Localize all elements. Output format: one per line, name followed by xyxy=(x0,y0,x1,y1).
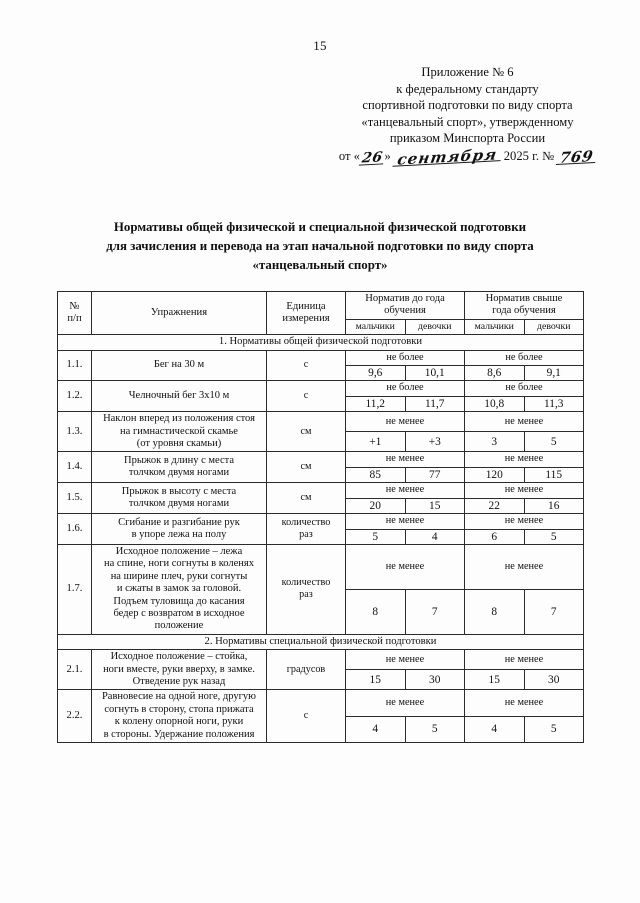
value-girls-upto: 30 xyxy=(405,670,465,690)
exercise-line: бедер с возвратом в исходное xyxy=(113,607,245,619)
table-row xyxy=(58,483,584,498)
column-header-girls-upto: девочки xyxy=(405,319,465,334)
exercise-line: Равновесие на одной ноге, другую xyxy=(101,691,257,703)
value-girls-over: 5 xyxy=(524,716,584,742)
value-boys-upto: 9,6 xyxy=(346,366,406,381)
table-header-row-top xyxy=(58,292,584,320)
table-header xyxy=(58,292,584,335)
row-number: 1.4. xyxy=(58,452,92,483)
value-boys-upto: 20 xyxy=(346,498,406,513)
row-condition-upto: не менее xyxy=(346,452,465,467)
value-boys-over: 4 xyxy=(465,716,525,742)
table-row xyxy=(58,350,584,365)
value-girls-over: 11,3 xyxy=(524,396,584,411)
group-over-line1: Норматив свыше xyxy=(485,293,563,304)
unit-line: количество xyxy=(281,516,331,528)
value-boys-upto: 11,2 xyxy=(346,396,406,411)
handwritten-doc-number: 769 xyxy=(556,150,597,165)
column-header-number-line1: № xyxy=(69,300,80,312)
row-exercise xyxy=(92,452,267,483)
row-exercise xyxy=(92,690,267,743)
unit-line: градусов xyxy=(286,663,326,675)
exercise-line: положение xyxy=(154,620,204,632)
unit-line: с xyxy=(303,359,309,371)
row-condition-upto: не менее xyxy=(346,544,465,589)
appendix-header xyxy=(330,64,605,169)
exercise-line: Прыжок в высоту с места xyxy=(121,485,237,497)
unit-line: с xyxy=(303,390,309,402)
page-title xyxy=(58,218,582,275)
row-unit xyxy=(267,650,346,690)
value-girls-over: 7 xyxy=(524,589,584,634)
unit-line: количество xyxy=(281,576,331,588)
unit-line: см xyxy=(300,425,312,437)
date-year-label: 2025 г. № xyxy=(503,148,555,163)
row-condition-over: не менее xyxy=(465,514,584,529)
row-number: 2.1. xyxy=(58,650,92,690)
column-header-girls-over: девочки xyxy=(524,319,584,334)
column-header-boys-over: мальчики xyxy=(465,319,525,334)
value-girls-over: 30 xyxy=(524,670,584,690)
title-line-3: «танцевальный спорт» xyxy=(252,258,388,272)
value-boys-upto: 4 xyxy=(346,716,406,742)
exercise-line: согнуть в сторону, стопа прижата xyxy=(104,703,254,715)
row-condition-over: не менее xyxy=(465,690,584,716)
row-condition-upto: не менее xyxy=(346,690,465,716)
row-number: 1.6. xyxy=(58,514,92,545)
row-exercise xyxy=(92,412,267,452)
row-condition-upto: не менее xyxy=(346,483,465,498)
value-girls-over: 5 xyxy=(524,529,584,544)
row-exercise xyxy=(92,650,267,690)
exercise-line: и сжаты в замок за головой. xyxy=(116,583,242,595)
row-number: 1.2. xyxy=(58,381,92,412)
exercise-line: Подъем туловища до касания xyxy=(113,595,245,607)
unit-line: раз xyxy=(299,589,313,601)
row-condition-over: не менее xyxy=(465,412,584,432)
exercise-line: Бег на 30 м xyxy=(153,359,205,371)
approval-date-line xyxy=(330,145,605,169)
exercise-line: в упоре лежа на полу xyxy=(131,529,227,540)
column-header-unit xyxy=(267,292,346,335)
value-girls-upto: 4 xyxy=(405,529,465,544)
appendix-line-4: «танцевальный спорт», утвержденному xyxy=(361,114,574,129)
value-boys-over: 120 xyxy=(465,467,525,482)
row-number: 1.1. xyxy=(58,350,92,381)
column-header-group-upto-year xyxy=(346,292,465,320)
value-girls-upto: 77 xyxy=(405,467,465,482)
row-condition-over: не менее xyxy=(465,544,584,589)
row-unit xyxy=(267,381,346,412)
value-boys-over: 22 xyxy=(465,498,525,513)
page-number: 15 xyxy=(313,38,327,53)
value-girls-upto: 11,7 xyxy=(405,396,465,411)
handwritten-day: 26 xyxy=(360,149,384,167)
row-condition-upto: не менее xyxy=(346,514,465,529)
row-exercise xyxy=(92,483,267,514)
appendix-line-3: спортивной подготовки по виду спорта xyxy=(362,98,573,113)
row-exercise xyxy=(92,350,267,381)
exercise-line: к колену опорной ноги, руки xyxy=(114,716,244,728)
column-header-number-line2: п/п xyxy=(67,313,82,325)
section-2-heading: 2. Нормативы специальной физической подготовки xyxy=(58,634,584,649)
exercise-line: Исходное положение – стойка, xyxy=(110,651,248,663)
row-condition-over: не более xyxy=(465,350,584,365)
column-header-boys-upto: мальчики xyxy=(346,319,406,334)
exercise-line: Прыжок в длину с места xyxy=(123,454,235,466)
group-upto-line1: Норматив до года xyxy=(365,293,445,304)
value-girls-upto: 15 xyxy=(405,498,465,513)
value-girls-upto: 7 xyxy=(405,589,465,634)
row-exercise xyxy=(92,544,267,634)
column-header-unit-line1: Единица xyxy=(286,300,326,312)
row-condition-over: не более xyxy=(465,381,584,396)
unit-line: см xyxy=(300,461,312,473)
row-unit xyxy=(267,350,346,381)
appendix-line-5: приказом Минспорта России xyxy=(389,131,546,146)
exercise-line: Исходное положение – лежа xyxy=(115,545,243,557)
unit-line: раз xyxy=(299,529,313,540)
exercise-line: на ширине плеч, руки согнуты xyxy=(110,570,248,582)
norms-table-container xyxy=(57,291,583,743)
value-boys-over: 8 xyxy=(465,589,525,634)
row-condition-upto: не менее xyxy=(346,650,465,670)
table-row xyxy=(58,514,584,529)
value-boys-over: 6 xyxy=(465,529,525,544)
exercise-line: Сгибание и разгибание рук xyxy=(118,516,240,528)
value-boys-upto: 8 xyxy=(346,589,406,634)
row-number: 1.5. xyxy=(58,483,92,514)
value-girls-over: 9,1 xyxy=(524,366,584,381)
title-line-2: для зачисления и перевода на этап начальной подготовки по виду спорта xyxy=(106,239,534,253)
row-number: 1.7. xyxy=(58,544,92,634)
group-over-line2: года обучения xyxy=(492,305,556,317)
table-row xyxy=(58,452,584,467)
date-quote-close: » xyxy=(384,148,391,163)
exercise-line: Челночный бег 3х10 м xyxy=(128,390,230,402)
value-boys-upto: +1 xyxy=(346,432,406,452)
row-unit xyxy=(267,690,346,743)
row-condition-upto: не менее xyxy=(346,412,465,432)
value-girls-upto: +3 xyxy=(405,432,465,452)
row-condition-upto: не более xyxy=(346,381,465,396)
row-number: 1.3. xyxy=(58,412,92,452)
row-condition-over: не менее xyxy=(465,650,584,670)
value-girls-over: 5 xyxy=(524,432,584,452)
handwritten-month: сентября xyxy=(392,148,502,167)
table-row xyxy=(58,690,584,716)
value-boys-over: 10,8 xyxy=(465,396,525,411)
exercise-line: на спине, ноги согнуты в коленях xyxy=(104,558,254,570)
value-girls-over: 115 xyxy=(524,467,584,482)
exercise-line: ноги вместе, руки вверху, в замке. xyxy=(103,663,255,675)
exercise-line: Отведение рук назад xyxy=(132,675,226,687)
date-prefix: от « xyxy=(338,148,360,163)
exercise-line: Наклон вперед из положения стоя xyxy=(103,413,255,425)
group-upto-line2: обучения xyxy=(384,305,426,317)
table-body xyxy=(58,335,584,743)
section-1-heading: 1. Нормативы общей физической подготовки xyxy=(58,335,584,350)
table-row xyxy=(58,381,584,396)
value-girls-upto: 10,1 xyxy=(405,366,465,381)
section-heading-row xyxy=(58,335,584,350)
row-unit xyxy=(267,412,346,452)
row-unit xyxy=(267,452,346,483)
value-boys-over: 8,6 xyxy=(465,366,525,381)
value-girls-over: 16 xyxy=(524,498,584,513)
unit-line: см xyxy=(300,491,312,503)
table-row xyxy=(58,412,584,432)
unit-line: с xyxy=(303,709,309,721)
exercise-line: (от уровня скамьи) xyxy=(136,438,222,450)
value-boys-over: 15 xyxy=(465,670,525,690)
value-boys-upto: 15 xyxy=(346,670,406,690)
appendix-line-2: к федеральному стандарту xyxy=(396,81,539,96)
section-heading-row xyxy=(58,634,584,649)
column-header-unit-line2: измерения xyxy=(282,313,330,325)
row-exercise xyxy=(92,381,267,412)
row-condition-over: не менее xyxy=(465,483,584,498)
title-line-1: Нормативы общей физической и специальной физической подготовки xyxy=(113,220,527,234)
value-boys-upto: 85 xyxy=(346,467,406,482)
row-condition-upto: не более xyxy=(346,350,465,365)
row-unit xyxy=(267,483,346,514)
exercise-line: толчком двумя ногами xyxy=(128,467,230,479)
value-boys-upto: 5 xyxy=(346,529,406,544)
exercise-line: толчком двумя ногами xyxy=(128,498,230,510)
appendix-line-1: Приложение № 6 xyxy=(421,65,514,79)
row-condition-over: не менее xyxy=(465,452,584,467)
value-boys-over: 3 xyxy=(465,432,525,452)
exercise-line: на гимнастической скамье xyxy=(120,425,238,437)
row-unit xyxy=(267,544,346,634)
table-row xyxy=(58,544,584,589)
column-header-group-over-year xyxy=(465,292,584,320)
row-unit xyxy=(267,514,346,545)
norms-table xyxy=(57,291,584,743)
value-girls-upto: 5 xyxy=(405,716,465,742)
table-row xyxy=(58,650,584,670)
column-header-number xyxy=(58,292,92,335)
column-header-exercise: Упражнения xyxy=(92,292,267,335)
exercise-line: в стороны. Удержание положения xyxy=(103,728,255,740)
row-number: 2.2. xyxy=(58,690,92,743)
row-exercise xyxy=(92,514,267,545)
